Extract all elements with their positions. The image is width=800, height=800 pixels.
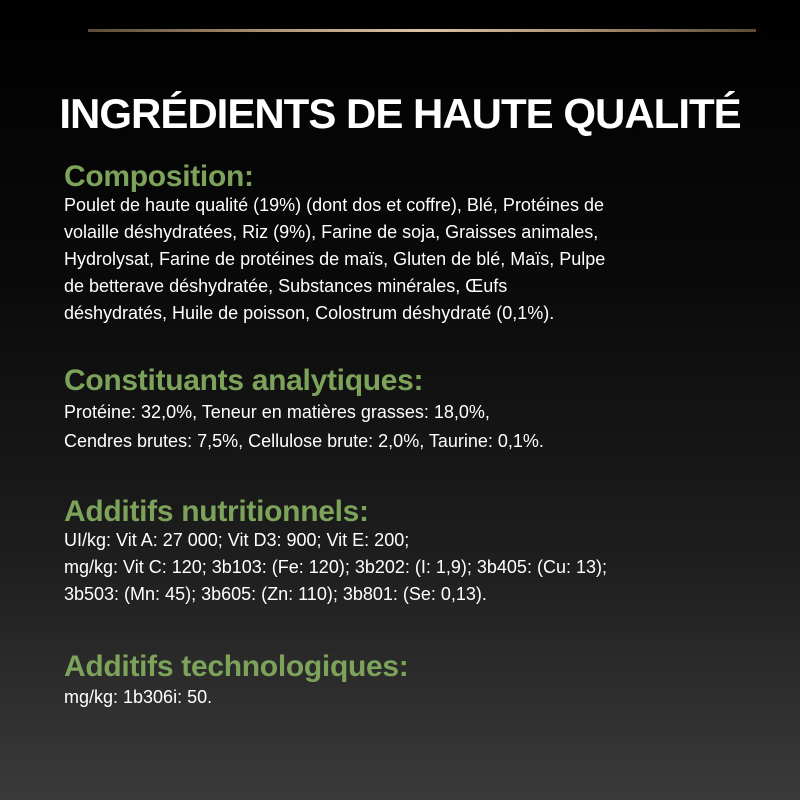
analytical-constituents-heading: Constituants analytiques: bbox=[64, 364, 424, 397]
analytical-constituents-section bbox=[64, 364, 764, 456]
nutritional-additives-heading: Additifs nutritionnels: bbox=[64, 495, 369, 528]
technological-additives-section bbox=[64, 650, 764, 710]
composition-text: Poulet de haute qualité (19%) (dont dos et coffre), Blé, Protéines de volaille déshydratées, Riz (9%), Farine de soja, Graisses animales, Hydrolysat, Farine de protéines de maïs, Gluten de blé, Maïs, Pulpe de betterave déshydratée, Substances minérales, Œufs déshydratés, Huile de poisson, Colostrum déshydraté (0,1%). bbox=[64, 195, 606, 323]
nutritional-additives-text: UI/kg: Vit A: 27 000; Vit D3: 900; Vit E: 200; mg/kg: Vit C: 120; 3b103: (Fe: 120); 3b202: (I: 1,9); 3b405: (Cu: 13); 3b503: (Mn: 45); 3b605: (Zn: 110); 3b801: (Se: 0,13). bbox=[64, 530, 607, 604]
technological-additives-text: mg/kg: 1b306i: 50. bbox=[64, 687, 213, 707]
composition-section bbox=[64, 160, 764, 327]
nutritional-additives-section bbox=[64, 495, 764, 608]
analytical-constituents-text: Protéine: 32,0%, Teneur en matières grasses: 18,0%, Cendres brutes: 7,5%, Cellulose brute: 2,0%, Taurine: 0,1%. bbox=[64, 402, 544, 451]
technological-additives-heading: Additifs technologiques: bbox=[64, 650, 409, 683]
decorative-top-rule bbox=[88, 29, 756, 32]
composition-heading: Composition: bbox=[64, 160, 254, 193]
page-title: INGRÉDIENTS DE HAUTE QUALITÉ bbox=[59, 90, 741, 138]
